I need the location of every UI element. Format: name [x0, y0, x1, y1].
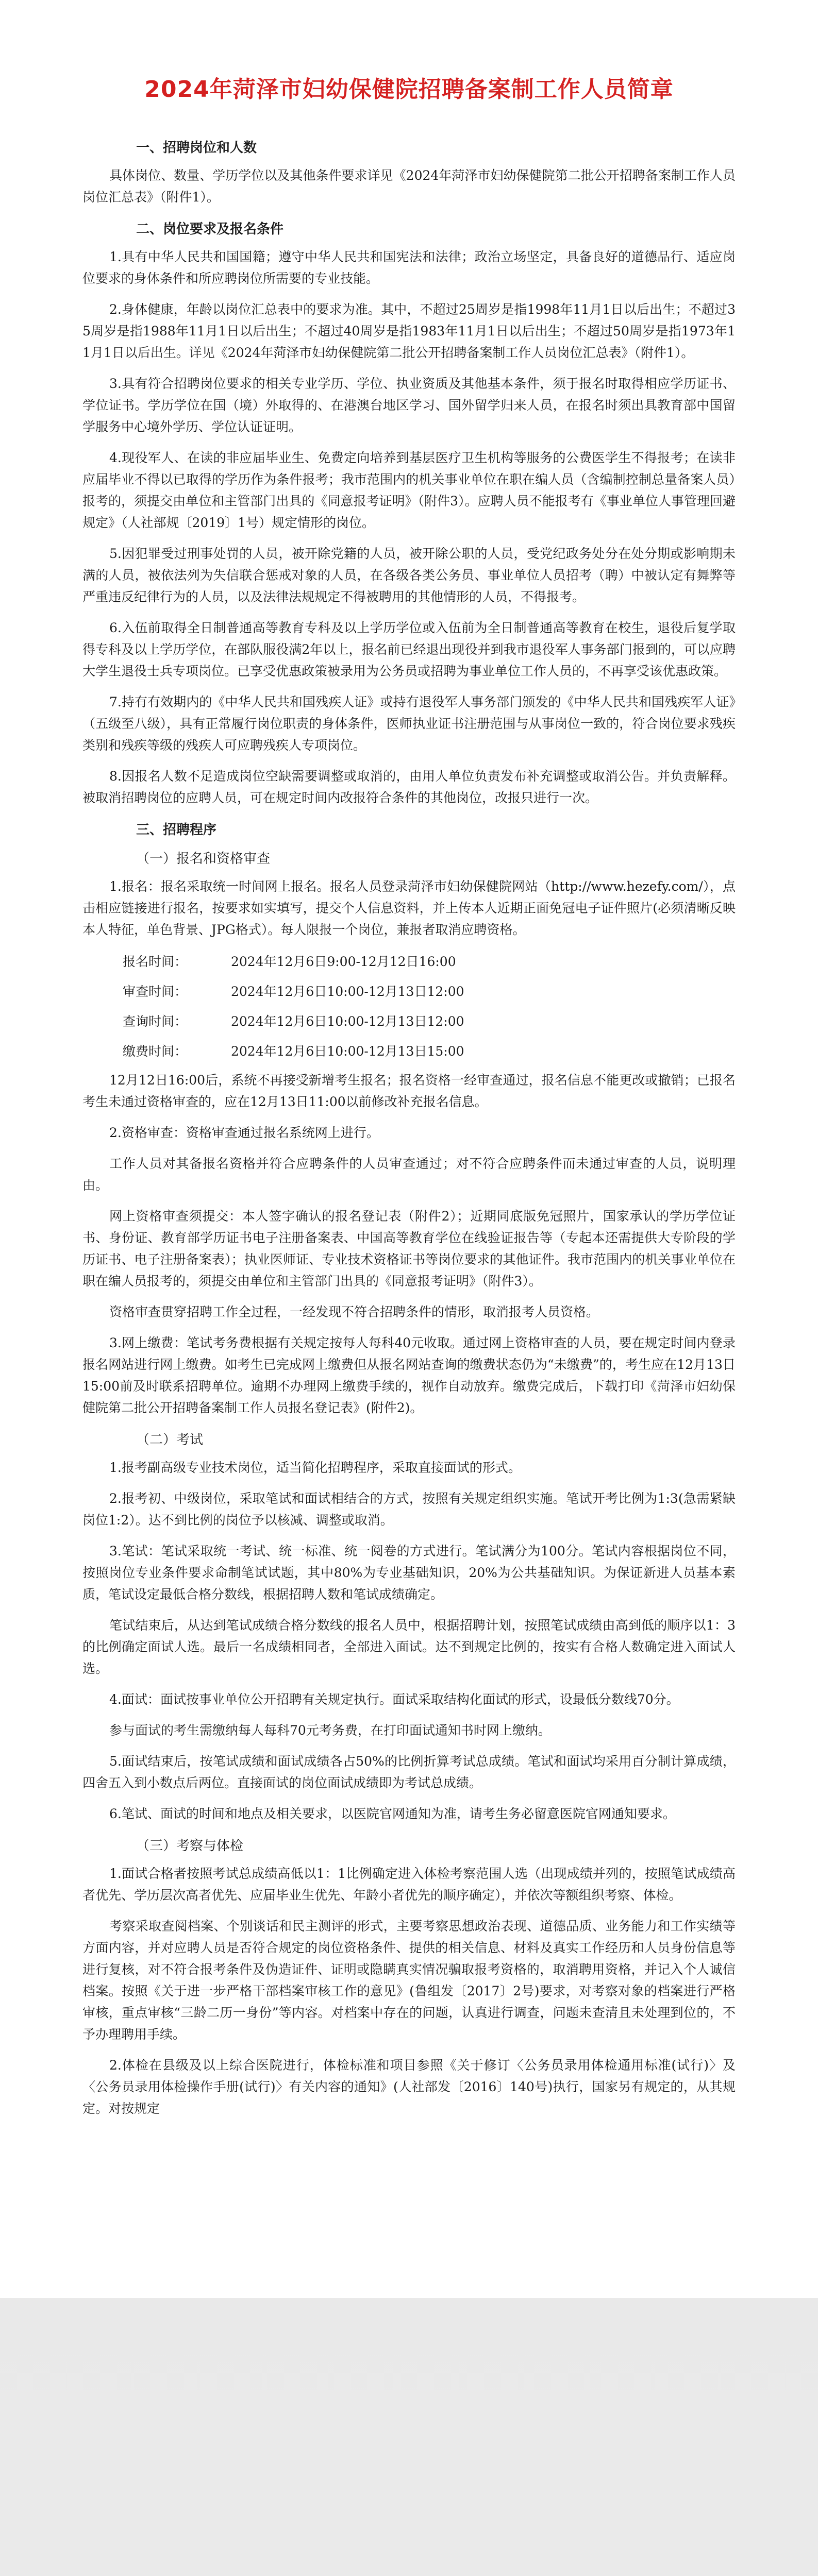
- paragraph: 4.现役军人、在读的非应届毕业生、免费定向培养到基层医疗卫生机构等服务的公费医学生不得报考；在读非应届毕业不得以已取得的学历作为条件报考；我市范围内的机关事业单位在职在编人员（含编制控制总量备案人员）报考的，须提交由单位和主管部门出具的《同意报考证明》（附件3）。应聘人员不能报考有《事业单位人事管理回避规定》（人社部规〔2019〕1号）规定情形的岗位。: [82, 450, 736, 530]
- paragraph: 6.入伍前取得全日制普通高等教育专科及以上学历学位或入伍前为全日制普通高等教育在校生，退役后复学取得专科及以上学历学位，在部队服役满2年以上，报名前已经退出现役并到我市退役军人事务部门报到的，可以应聘大学生退役士兵专项岗位。已享受优惠政策被录用为公务员或招聘为事业单位工作人员的，不再享受该优惠政策。: [82, 620, 736, 679]
- subsection-heading: （二）考试: [136, 1432, 204, 1448]
- page-fade-overlay: [0, 2298, 818, 2576]
- paragraph: 网上资格审查须提交：本人签字确认的报名登记表（附件2）；近期同底版免冠照片，国家承认的学历学位证书、身份证、教育部学历证书电子注册备案表、中国高等教育学位在线验证报告等（专起本还需提供大专阶段的学历证书、电子注册备案表）；执业医师证、专业技术资格证书等岗位要求的其他证件。我市范围内的机关事业单位在职在编人员报考的，须提交由单位和主管部门出具的《同意报考证明》（附件3）。: [82, 1209, 736, 1289]
- paragraph: 2.身体健康，年龄以岗位汇总表中的要求为准。其中，不超过25周岁是指1998年11月1日以后出生；不超过35周岁是指1988年11月1日以后出生；不超过40周岁是指1983年11月1日以后出生；不超过50周岁是指1973年11月1日以后出生。详见《2024年菏泽市妇幼保健院第二批公开招聘备案制工作人员岗位汇总表》（附件1）。: [82, 302, 736, 360]
- schedule-value: 2024年12月6日10:00-12月13日12:00: [231, 984, 464, 999]
- paragraph: 1.报名：报名采取统一时间网上报名。报名人员登录菏泽市妇幼保健院网站（http://www.hezefy.com/），点击相应链接进行报名，按要求如实填写，提交个人信息资料，并上传本人近期正面免冠电子证件照片(必须清晰反映本人特征，单色背景、JPG格式）。每人限报一个岗位，兼报者取消应聘资格。: [82, 879, 736, 937]
- paragraph: 1.面试合格者按照考试总成绩高低以1：1比例确定进入体检考察范围人选（出现成绩并列的，按照笔试成绩高者优先、学历层次高者优先、应届毕业生优先、年龄小者优先的顺序确定），并依次等额组织考察、体检。: [82, 1866, 736, 1903]
- paragraph: 12月12日16:00后，系统不再接受新增考生报名；报名资格一经审查通过，报名信息不能更改或撤销；已报名考生未通过资格审查的，应在12月13日11:00以前修改补充报名信息。: [82, 1073, 736, 1109]
- paragraph: 3.具有符合招聘岗位要求的相关专业学历、学位、执业资质及其他基本条件，须于报名时取得相应学历证书、学位证书。学历学位在国（境）外取得的、在港澳台地区学习、国外留学归来人员，在报名时须出具教育部中国留学服务中心境外学历、学位认证证明。: [82, 376, 736, 434]
- schedule-row: [82, 1010, 736, 1033]
- paragraph: 笔试结束后，从达到笔试成绩合格分数线的报名人员中，根据招聘计划，按照笔试成绩由高到低的顺序以1：3的比例确定面试人选。最后一名成绩相同者，全部进入面试。达不到规定比例的，按实有合格人数确定进入面试人选。: [82, 1618, 736, 1676]
- paragraph: 6.笔试、面试的时间和地点及相关要求，以医院官网通知为准，请考生务必留意医院官网通知要求。: [109, 1806, 676, 1821]
- paragraph: 具体岗位、数量、学历学位以及其他条件要求详见《2024年菏泽市妇幼保健院第二批公开招聘备案制工作人员岗位汇总表》（附件1）。: [82, 168, 736, 205]
- schedule-label: 审查时间：: [123, 984, 188, 999]
- paragraph: 5.因犯罪受过刑事处罚的人员，被开除党籍的人员，被开除公职的人员，受党纪政务处分在处分期或影响期未满的人员，被依法列为失信联合惩戒对象的人员，在各级各类公务员、事业单位人员招考（聘）中被认定有舞弊等严重违反纪律行为的人员，以及法律法规规定不得被聘用的其他情形的人员，不得报考。: [82, 546, 736, 604]
- schedule-value: 2024年12月6日10:00-12月13日15:00: [231, 1044, 464, 1059]
- page-title: 2024年菏泽市妇幼保健院招聘备案制工作人员简章: [144, 76, 674, 103]
- paragraph: 2.体检在县级及以上综合医院进行，体检标准和项目参照《关于修订〈公务员录用体检通用标准(试行)〉及〈公务员录用体检操作手册(试行)〉有关内容的通知》(人社部发〔2016〕140号)执行，国家另有规定的，从其规定。对按规定: [82, 2058, 736, 2116]
- paragraph: 参与面试的考生需缴纳每人每科70元考务费，在打印面试通知书时网上缴纳。: [109, 1723, 551, 1738]
- paragraph: 考察采取查阅档案、个别谈话和民主测评的形式，主要考察思想政治表现、道德品质、业务能力和工作实绩等方面内容，并对应聘人员是否符合规定的岗位资格条件、提供的相关信息、材料及真实工作经历和人员身份信息等进行复核，对不符合报考条件及伪造证件、证明或隐瞒真实情况骗取报考资格的，取消聘用资格，并记入个人诚信档案。按照《关于进一步严格干部档案审核工作的意见》(鲁组发〔2017〕2号)要求，对考察对象的档案进行严格审核，重点审核“三龄二历一身份”等内容。对档案中存在的问题，认真进行调查，问题未查清且未处理到位的，不予办理聘用手续。: [82, 1919, 736, 2042]
- schedule-row: [82, 980, 736, 1004]
- paragraph: 工作人员对其备报名资格并符合应聘条件的人员审查通过；对不符合应聘条件而未通过审查的人员，说明理由。: [82, 1156, 736, 1193]
- schedule-value: 2024年12月6日9:00-12月12日16:00: [231, 954, 456, 969]
- paragraph: 2.报考初、中级岗位，采取笔试和面试相结合的方式，按照有关规定组织实施。笔试开考比例为1:3(急需紧缺岗位1:2）。达不到比例的岗位予以核减、调整或取消。: [82, 1491, 736, 1528]
- section-heading: 一、招聘岗位和人数: [136, 140, 257, 156]
- paragraph: 1.报考副高级专业技术岗位，适当简化招聘程序，采取直接面试的形式。: [109, 1460, 521, 1475]
- schedule-label: 查询时间：: [123, 1014, 188, 1029]
- subsection-heading: （三）考察与体检: [136, 1838, 244, 1854]
- schedule-row: [82, 1040, 736, 1063]
- paragraph: 8.因报名人数不足造成岗位空缺需要调整或取消的，由用人单位负责发布补充调整或取消公告。并负责解释。被取消招聘岗位的应聘人员，可在规定时间内改报符合条件的其他岗位，改报只进行一次。: [82, 769, 736, 805]
- document-content: [82, 72, 736, 2129]
- document-body: [82, 136, 736, 2120]
- paragraph: 4.面试：面试按事业单位公开招聘有关规定执行。面试采取结构化面试的形式，设最低分数线70分。: [109, 1692, 679, 1707]
- paragraph: 5.面试结束后，按笔试成绩和面试成绩各占50%的比例折算考试总成绩。笔试和面试均采用百分制计算成绩，四舍五入到小数点后两位。直接面试的岗位面试成绩即为考试总成绩。: [82, 1754, 736, 1790]
- section-heading: 三、招聘程序: [136, 822, 217, 838]
- paragraph: 3.笔试：笔试采取统一考试、统一标准、统一阅卷的方式进行。笔试满分为100分。笔试内容根据岗位不同，按照岗位专业条件要求命制笔试试题，其中80%为专业基础知识，20%为公共基础知识。为保证新进人员基本素质，笔试设定最低合格分数线，根据招聘人数和笔试成绩确定。: [82, 1544, 736, 1602]
- paragraph: 2.资格审查：资格审查通过报名系统网上进行。: [109, 1125, 379, 1140]
- paragraph: 3.网上缴费：笔试考务费根据有关规定按每人每科40元收取。通过网上资格审查的人员，要在规定时间内登录报名网站进行网上缴费。如考生已完成网上缴费但从报名网站查询的缴费状态仍为“未缴费”的，考生应在12月13日15:00前及时联系招聘单位。逾期不办理网上缴费手续的，视作自动放弃。缴费完成后，下载打印《菏泽市妇幼保健院第二批公开招聘备案制工作人员报名登记表》(附件2)。: [82, 1335, 736, 1415]
- schedule-row: [82, 950, 736, 974]
- subsection-heading: （一）报名和资格审查: [136, 851, 271, 867]
- paragraph: 7.持有有效期内的《中华人民共和国残疾人证》或持有退役军人事务部门颁发的《中华人民共和国残疾军人证》（五级至八级），具有正常履行岗位职责的身体条件，医师执业证书注册范围与从事岗位一致的，符合岗位要求残疾类别和残疾等级的残疾人可应聘残疾人专项岗位。: [82, 694, 736, 753]
- paragraph: 资格审查贯穿招聘工作全过程，一经发现不符合招聘条件的情形，取消报考人员资格。: [109, 1304, 599, 1319]
- section-heading: 二、岗位要求及报名条件: [136, 222, 284, 237]
- schedule-value: 2024年12月6日10:00-12月13日12:00: [231, 1014, 464, 1029]
- schedule-label: 报名时间：: [123, 954, 188, 969]
- paragraph: 1.具有中华人民共和国国籍；遵守中华人民共和国宪法和法律；政治立场坚定，具备良好的道德品行、适应岗位要求的身体条件和所应聘岗位所需要的专业技能。: [82, 249, 736, 286]
- schedule-label: 缴费时间：: [123, 1044, 188, 1059]
